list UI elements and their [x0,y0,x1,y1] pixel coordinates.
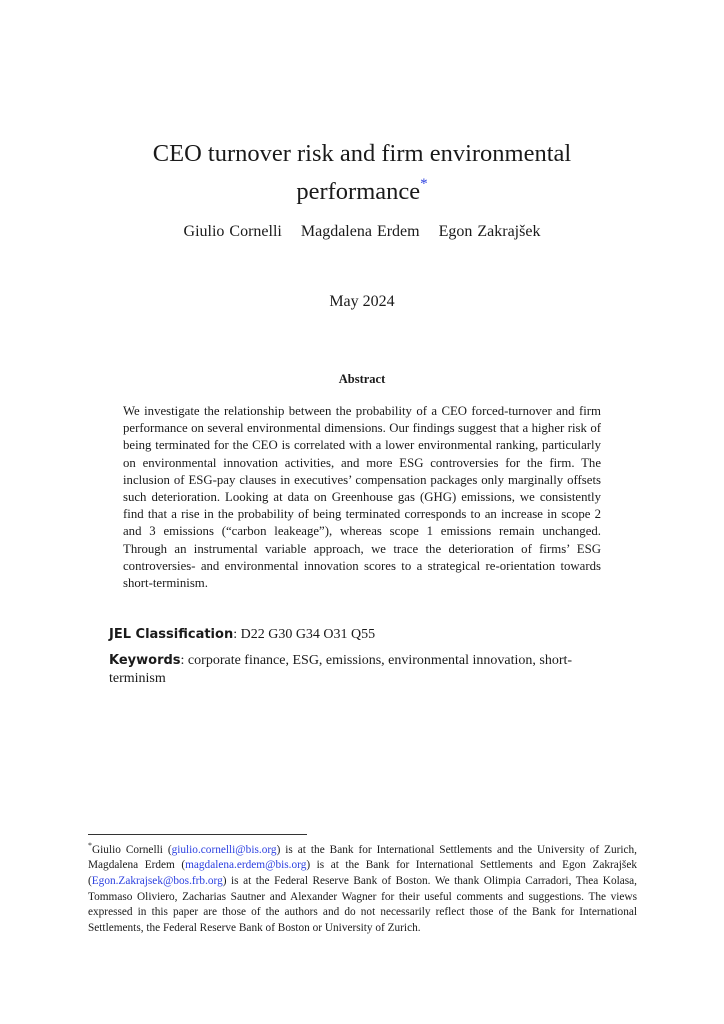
author-name: Egon Zakrajšek [438,223,541,240]
keywords [109,652,619,688]
jel-codes: : D22 G30 G34 O31 Q55 [233,627,376,642]
footnote-rule [88,834,307,835]
jel-classification [109,625,619,644]
keywords-text: : corporate finance, ESG, emissions, environmental innovation, short-terminism [109,653,573,686]
title-line-2 [0,170,724,208]
paper-title [0,138,724,208]
email-link-cornelli[interactable]: giulio.cornelli@bis.org [171,843,277,856]
footnote-text-3: ) is at the Bank for International Settlements and Egon Zakrajšek ( [88,859,637,887]
footnote-text-1: Giulio Cornelli ( [92,843,172,856]
author-list [0,221,724,243]
footnote-mark: * [88,841,92,850]
email-link-zakrajsek[interactable]: Egon.Zakrajsek@bos.frb.org [91,874,223,887]
abstract-heading: Abstract [338,372,386,386]
title-line-2-text: performance [296,178,421,206]
email-link-erdem[interactable]: magdalena.erdem@bis.org [185,859,307,872]
footnote [88,838,637,936]
abstract-text: We investigate the relationship between the probability of a CEO forced-turnover and firm performance on several environmental dimensions. Our findings suggest that a higher risk of being terminated for the CEO is correlated with a lower environmental ranking, particularly on environmental innovation activities, and more ESG controversies for the firm. The inclusion of ESG-pay clauses in executives’ compensation packages only marginally offsets such deterioration. Looking at data on Greenhouse gas (GHG) emissions, we consistently find that a rise in the probability of being terminated corresponds to an increase in scope 2 and 3 emissions (“carbon leakeage”), whereas scope 1 emissions remain unchanged. Through an instrumental variable approach, we trace the deterioration of firms’ ESG controversies- and environmental innovation scores to a strategical re-orientation towards short-terminism. [123,404,601,591]
title-line-1: CEO turnover risk and firm environmental [152,140,572,167]
footnote-text-2: ) is at the Bank for International Settlements and the University of Zurich, Magdalena Erdem ( [88,843,637,872]
author-name: Magdalena Erdem [300,223,420,240]
footnote-text-4: ) is at the Federal Reserve Bank of Boston. We thank Olimpia Carradori, Thea Kolasa, Tommaso Oliviero, Zacharias Sautner and Alexander Wagner for their useful comments and suggestions. The views expressed in this paper are those of the authors and do not necessarily reflect those of the Bank for International Settlements, the Federal Reserve Bank of Boston or University of Zurich. [88,874,637,934]
keywords-label: Keywords [109,653,181,668]
jel-label: JEL Classification [109,627,234,642]
title-footnote-mark[interactable]: * [420,176,428,192]
publication-date: May 2024 [329,293,395,310]
author-name: Giulio Cornelli [183,223,282,240]
